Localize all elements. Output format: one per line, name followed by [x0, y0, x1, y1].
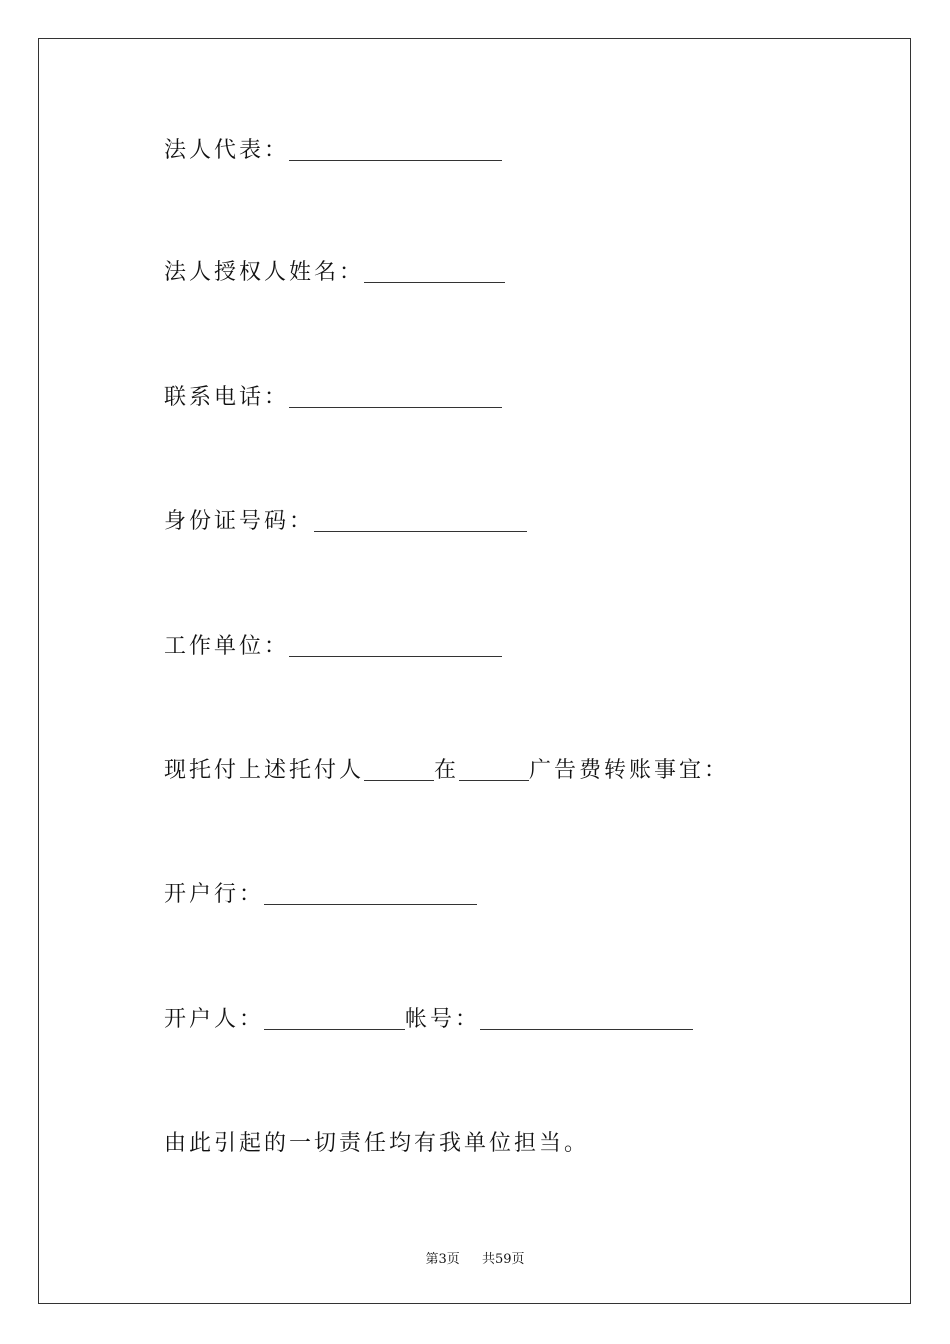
entrust-blank-2[interactable] — [459, 758, 529, 781]
account-number-label: 帐号： — [405, 1007, 481, 1032]
auth-name-blank[interactable] — [364, 260, 505, 283]
entrust-row — [164, 756, 729, 786]
legal-rep-blank[interactable] — [289, 138, 502, 161]
id-number-row — [164, 507, 527, 537]
page-number: 第3页 — [425, 1252, 460, 1267]
id-number-label: 身份证号码： — [164, 509, 315, 534]
page-border — [38, 38, 911, 1304]
account-row — [164, 1005, 693, 1035]
responsibility-text: 由此引起的一切责任均有我单位担当。 — [164, 1131, 590, 1156]
total-pages: 共59页 — [482, 1252, 525, 1267]
account-holder-blank[interactable] — [264, 1007, 405, 1030]
bank-blank[interactable] — [264, 882, 477, 905]
work-unit-blank[interactable] — [289, 634, 502, 657]
work-unit-row — [164, 632, 502, 662]
phone-blank[interactable] — [289, 385, 502, 408]
account-holder-label: 开户人： — [164, 1007, 265, 1032]
id-number-blank[interactable] — [314, 509, 527, 532]
responsibility-row — [164, 1129, 589, 1159]
page-footer — [0, 1248, 950, 1267]
work-unit-label: 工作单位： — [164, 634, 290, 659]
bank-label: 开户行： — [164, 882, 265, 907]
auth-name-row — [164, 258, 505, 288]
entrust-text-1: 现托付上述托付人 — [164, 758, 365, 783]
entrust-text-3: 广告费转账事宜： — [529, 758, 730, 783]
bank-row — [164, 880, 477, 910]
phone-row — [164, 383, 502, 413]
legal-rep-row — [164, 136, 502, 166]
entrust-blank-1[interactable] — [364, 758, 434, 781]
entrust-text-2: 在 — [434, 758, 460, 783]
account-number-blank[interactable] — [480, 1007, 693, 1030]
auth-name-label: 法人授权人姓名： — [164, 260, 365, 285]
legal-rep-label: 法人代表： — [164, 138, 290, 163]
phone-label: 联系电话： — [164, 385, 290, 410]
